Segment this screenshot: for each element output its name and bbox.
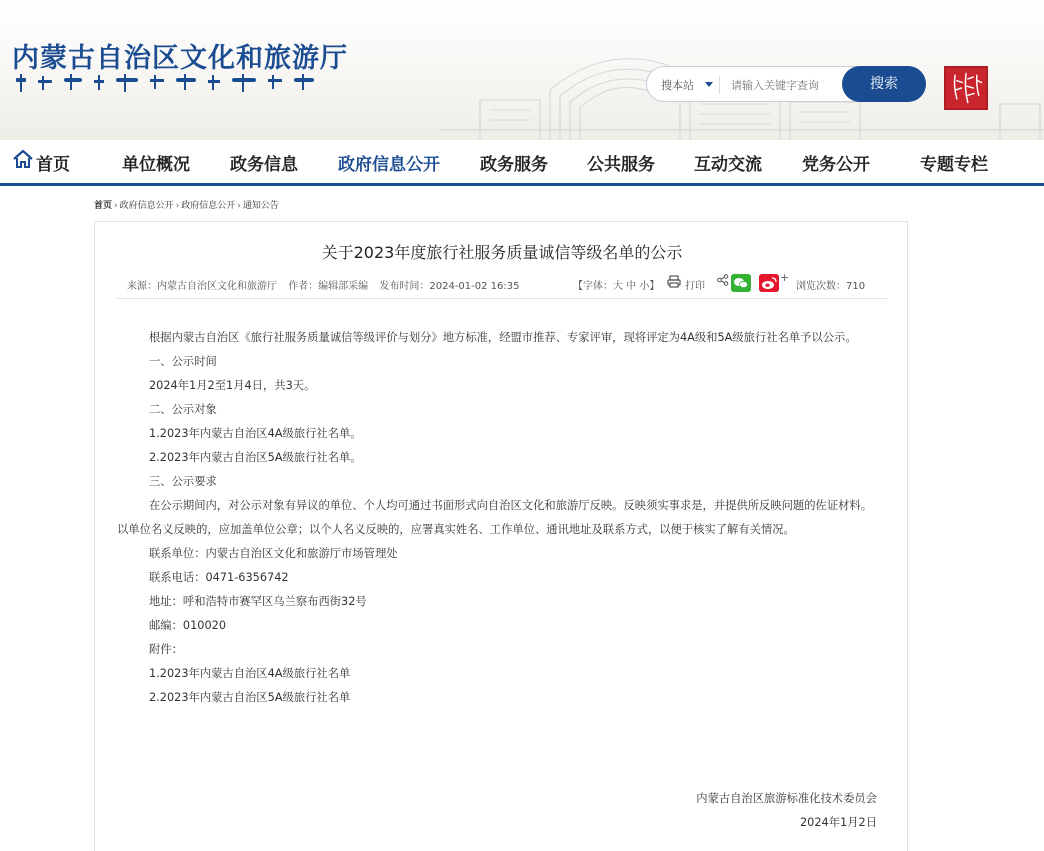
attachment-link[interactable]: 1.2023年内蒙古自治区4A级旅行社名单 bbox=[149, 667, 351, 680]
view-count: 浏览次数：710 bbox=[796, 281, 866, 292]
chevron-right-icon: › bbox=[114, 201, 118, 211]
nav-item-info-disclosure[interactable]: 政府信息公开 bbox=[338, 155, 440, 175]
nav-item-home[interactable]: 首页 bbox=[36, 155, 70, 175]
nav-item-overview[interactable]: 单位概况 bbox=[122, 155, 190, 175]
wechat-icon[interactable] bbox=[731, 274, 751, 292]
chevron-down-icon[interactable] bbox=[705, 82, 713, 87]
search-button[interactable]: 搜索 bbox=[842, 66, 926, 102]
breadcrumb-item[interactable]: 通知公告 bbox=[242, 201, 279, 211]
site-title[interactable]: 内蒙古自治区文化和旅游厅 bbox=[12, 43, 348, 74]
paragraph: 联系电话：0471-6356742 bbox=[149, 571, 289, 584]
paragraph: 1.2023年内蒙古自治区4A级旅行社名单。 bbox=[149, 427, 362, 440]
nav-item-gov-news[interactable]: 政务信息 bbox=[230, 155, 298, 175]
search-divider bbox=[719, 76, 720, 94]
share-icon[interactable] bbox=[717, 274, 729, 286]
article-container bbox=[94, 221, 908, 851]
breadcrumb-item[interactable]: 政府信息公开 bbox=[181, 201, 236, 211]
breadcrumb-item[interactable]: 政府信息公开 bbox=[119, 201, 174, 211]
print-icon[interactable] bbox=[667, 275, 681, 288]
nav-item-gov-services[interactable]: 政务服务 bbox=[480, 155, 548, 175]
plus-icon[interactable]: + bbox=[780, 271, 790, 284]
attachment-link[interactable]: 2.2023年内蒙古自治区5A级旅行社名单 bbox=[149, 691, 351, 704]
paragraph: 三、公示要求 bbox=[149, 475, 217, 488]
weibo-icon[interactable] bbox=[759, 274, 779, 292]
paragraph: 二、公示对象 bbox=[149, 403, 217, 416]
paragraph: 2024年1月2至1月4日，共3天。 bbox=[149, 379, 316, 392]
nav-item-public-services[interactable]: 公共服务 bbox=[587, 155, 655, 175]
article-title: 关于2023年度旅行社服务质量诚信等级名单的公示 bbox=[321, 243, 683, 262]
paragraph: 一、公示时间 bbox=[149, 355, 217, 368]
article-meta bbox=[127, 277, 528, 292]
font-size-control[interactable]: 【字体：大 中 小】 bbox=[573, 281, 660, 292]
nav-item-interaction[interactable]: 互动交流 bbox=[694, 155, 762, 175]
nav-item-party-affairs[interactable]: 党务公开 bbox=[802, 155, 870, 175]
mongolian-script-logo bbox=[12, 72, 332, 94]
print-button[interactable]: 打印 bbox=[685, 281, 705, 292]
article-signature bbox=[696, 787, 877, 835]
main-nav bbox=[0, 140, 1044, 186]
chevron-right-icon: › bbox=[175, 201, 180, 211]
seal-logo bbox=[944, 66, 988, 110]
chevron-right-icon: › bbox=[237, 201, 241, 211]
home-icon[interactable] bbox=[12, 149, 34, 169]
breadcrumb-home[interactable]: 首页 bbox=[94, 201, 113, 211]
site-header bbox=[0, 0, 1044, 140]
paragraph: 地址：呼和浩特市赛罕区乌兰察布西街32号 bbox=[149, 595, 367, 608]
paragraph: 附件： bbox=[149, 643, 183, 656]
paragraph: 根据内蒙古自治区《旅行社服务质量诚信等级评价与划分》地方标准，经盟市推荐、专家评审，现将评定为4A级和5A级旅行社名单予以公示。 bbox=[149, 331, 857, 344]
meta-published: 发布时间：2024-01-02 16:35 bbox=[379, 281, 520, 292]
paragraph: 邮编：010020 bbox=[149, 619, 227, 632]
signature-date: 2024年1月2日 bbox=[799, 816, 877, 829]
nav-item-special-topics[interactable]: 专题专栏 bbox=[920, 155, 988, 175]
paragraph: 在公示期间内，对公示对象有异议的单位、个人均可通过书面形式向自治区文化和旅游厅反映。反映须实事求是，并提供所反映问题的佐证材料。以单位名义反映的，应加盖单位公章；以个人名义反映的，应署真实姓名、工作单位、通讯地址及联系方式，以便于核实了解有关情况。 bbox=[117, 499, 873, 536]
paragraph: 联系单位：内蒙古自治区文化和旅游厅市场管理处 bbox=[149, 547, 398, 560]
meta-source: 来源：内蒙古自治区文化和旅游厅 bbox=[127, 281, 277, 292]
signature-org: 内蒙古自治区旅游标准化技术委员会 bbox=[696, 792, 877, 805]
search-input[interactable] bbox=[731, 75, 841, 95]
breadcrumb bbox=[94, 198, 279, 211]
article-body bbox=[117, 326, 879, 710]
search-scope-select[interactable]: 搜本站 bbox=[661, 79, 694, 92]
meta-divider bbox=[117, 298, 887, 299]
meta-author: 作者：编辑部采编 bbox=[288, 281, 369, 292]
paragraph: 2.2023年内蒙古自治区5A级旅行社名单。 bbox=[149, 451, 362, 464]
